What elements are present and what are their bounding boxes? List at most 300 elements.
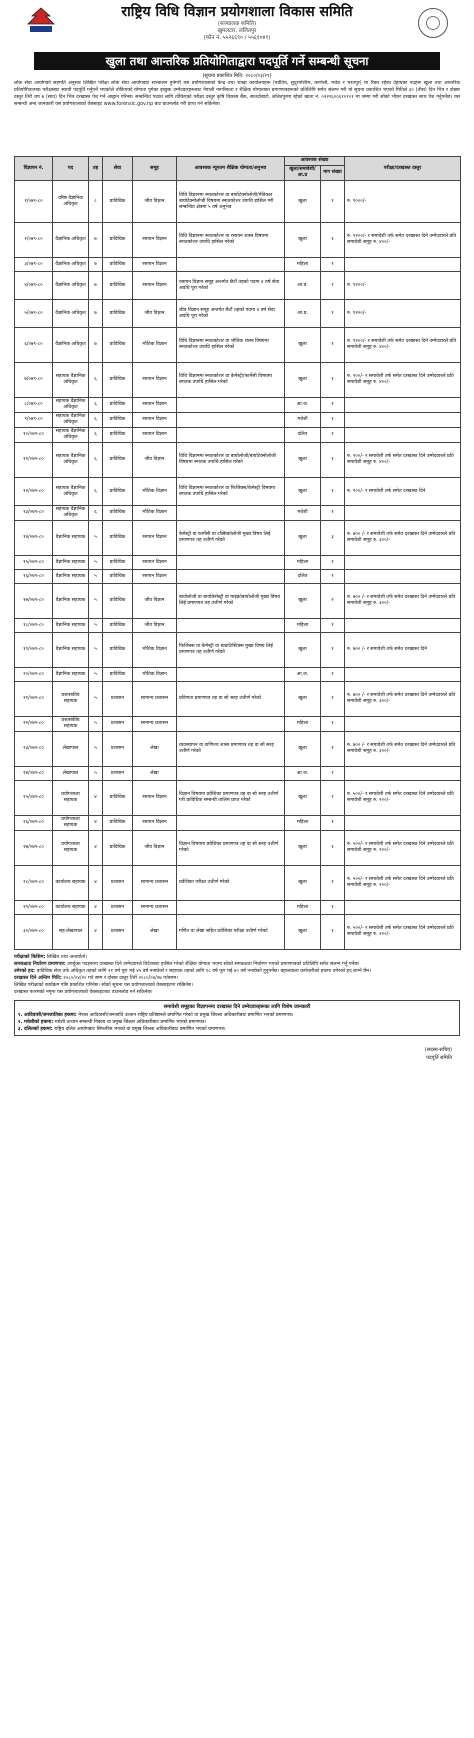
cell-service: प्राविधिक [103, 363, 133, 398]
col-header-service: सेवा [103, 157, 133, 181]
cell-level: ६ [89, 506, 103, 521]
table-row [15, 570, 461, 584]
nepal-emblem-icon [24, 6, 58, 36]
cell-post: सहायक वैज्ञानिक अधिकृत [53, 413, 89, 428]
cell-adno: ९/०७९-८० [15, 413, 53, 428]
col-header-required: आवश्यक संख्या [285, 157, 345, 166]
table-row [15, 915, 461, 950]
cell-type: खुला [285, 866, 321, 901]
cell-adno: १४/०७९-८० [15, 521, 53, 556]
inclusive-info-box [14, 1000, 460, 1036]
cell-service: प्राविधिक [103, 816, 133, 831]
cell-level: ५ [89, 584, 103, 619]
cell-qualification: विधि विज्ञानमा स्नातकोत्तर वा केमेस्ट्री/फार्मेसी विषयमा स्नातक उपाधि हासिल गरेको [177, 363, 285, 398]
cell-post: सहायक वैज्ञानिक अधिकृत [53, 478, 89, 506]
cell-count: १ [321, 682, 345, 717]
col-header-group: समूह [133, 157, 177, 181]
cell-count: १ [321, 398, 345, 413]
cell-qualification [177, 901, 285, 915]
cell-count: १ [321, 816, 345, 831]
col-header-count: माग संख्या [321, 166, 345, 181]
cell-level: ५ [89, 521, 103, 556]
cell-fee: रु. ७०० /- र समावेशी तर्फ समेत दरखास्त दिने उम्मेदवारले प्रति समावेशी समूह रु. ३००/- [345, 682, 461, 717]
cell-group: जीव विज्ञान [133, 181, 177, 223]
cell-adno: ८/०७९-८० [15, 398, 53, 413]
cell-group: जीव विज्ञान [133, 300, 177, 328]
cell-service: प्राविधिक [103, 300, 133, 328]
inclusive-item-janajati: १. आदिवासी/जनजातिका हकमा: नेपाल आदिवासी/जनजाति उत्थान राष्ट्रिय प्रतिष्ठानले प्रमाणित गरेको वा प्रमुख जिल्ला अधिकारीबाट प्रमाणित भएको प्रमाणपत्र। [18, 1013, 294, 1018]
cell-service: प्राविधिक [103, 584, 133, 619]
cell-service: प्रशासन [103, 682, 133, 717]
cell-fee: रु. ५००/- र समावेशी तर्फ समेत दरखास्त दिने उम्मेदवारले प्रति समावेशी समूह रु. २००/- [345, 915, 461, 950]
cell-service: प्राविधिक [103, 831, 133, 866]
cell-adno: २६/०७९-८० [15, 816, 53, 831]
cell-count: १ [321, 866, 345, 901]
cell-qualification: बायोलोजी वा बायोकेमेस्ट्री वा माइक्रोबायोलोजी मुख्य विषय लिई प्रमाणपत्र तह उत्तीर्ण गरेको [177, 584, 285, 619]
cell-group: भौतिक विज्ञान [133, 328, 177, 363]
cell-level: ४ [89, 901, 103, 915]
cell-group: सामान्य प्रशासन [133, 901, 177, 915]
cell-count: १ [321, 363, 345, 398]
table-row [15, 619, 461, 633]
table-row [15, 816, 461, 831]
vacancy-table [14, 156, 461, 950]
cell-level: ६ [89, 443, 103, 478]
cell-type: आ.ज. [285, 668, 321, 682]
cell-fee: रु. ५००/- र समावेशी तर्फ समेत दरखास्त दिने उम्मेदवारले प्रति समावेशी समूह रु. २००/- [345, 781, 461, 816]
cell-qualification: विज्ञान विषयमा प्रवेशिका प्रमाणपत्र तह वा सो सरह उत्तीर्ण गरी प्राविधिक सम्बन्धी तालिम प्राप्त गरेको [177, 781, 285, 816]
cell-type: खुला [285, 443, 321, 478]
cell-qualification: विधि विज्ञानमा स्नातकोत्तर वा बायोलोजी/बायोटेक्नोलोजी विषयमा स्नातक उपाधि हासिल गरेको [177, 443, 285, 478]
cell-group: भौतिक विज्ञान [133, 668, 177, 682]
cell-adno: २५/०७९-८० [15, 781, 53, 816]
cell-level: ७ [89, 328, 103, 363]
cell-level: ५ [89, 668, 103, 682]
cell-qualification [177, 506, 285, 521]
inclusive-item-dalit: ३. दलितको हकमा: राष्ट्रिय दलित आयोगबाट सिफारिस भएको वा प्रमुख जिल्ला अधिकारीबाट प्रमाणित भएको प्रमाणपत्र। [18, 1027, 226, 1032]
cell-adno: २७/०७९-८० [15, 831, 53, 866]
table-row [15, 556, 461, 570]
cell-post: सहायक वैज्ञानिक अधिकृत [53, 506, 89, 521]
cell-qualification: विधि विज्ञानमा स्नातकोत्तर वा रसायन शास्त्र विषयमा स्नातकोत्तर उपाधि हासिल गरेको [177, 223, 285, 258]
cell-post: वरिष्ठ वैज्ञानिक अधिकृत [53, 181, 89, 223]
cell-group: रसायन विज्ञान [133, 398, 177, 413]
cell-adno: २९/०७९-८० [15, 901, 53, 915]
note-form: दरखास्त फारमको नमूना यस प्रयोगशालाको वेबसाइटबाट डाउनलोड गर्न सकिनेछ। [14, 990, 153, 995]
cell-count: १ [321, 915, 345, 950]
cell-type: महिला [285, 556, 321, 570]
cell-qualification [177, 413, 285, 428]
table-row [15, 413, 461, 428]
cell-fee: रु. ५००/- र समावेशी तर्फ समेत दरखास्त दिने उम्मेदवारले प्रति समावेशी समूह रु. २००/- [345, 866, 461, 901]
cell-adno: २८/०७९-८० [15, 866, 53, 901]
table-row [15, 767, 461, 781]
note-equivalence: समकक्षता निर्धारण प्रमाणपत्र: उपर्युक्त पदहरूमा दरखास्त दिने उम्मेदवारले विदेशबाट हासिल गरेको शैक्षिक योग्यता भएमा सोको समकक्षता निर्धारण भएको प्रमाणपत्रको प्रतिलिपि समेत संलग्न गर्नु पर्नेछ। [14, 962, 360, 967]
cell-group: रसायन विज्ञान [133, 570, 177, 584]
cell-type: खुला [285, 781, 321, 816]
cell-type: खुला [285, 328, 321, 363]
cell-group: भौतिक विज्ञान [133, 506, 177, 521]
cell-service: प्रशासन [103, 717, 133, 732]
cell-service: प्राविधिक [103, 556, 133, 570]
cell-service: प्राविधिक [103, 272, 133, 300]
note-exam-type: परीक्षाको किसिम: लिखित तथा अन्तर्वार्ता। [14, 955, 88, 960]
cell-type: महिला [285, 619, 321, 633]
cell-group: लेखा [133, 767, 177, 781]
cell-post: सहायक वैज्ञानिक अधिकृत [53, 443, 89, 478]
cell-group: रसायन विज्ञान [133, 816, 177, 831]
note-deadline: दरखास्त दिने अन्तिम मिति: २०८०/०४/२० गते सम्म र दोब्बर दस्तुर तिरी २०८०/०४/२७ गतेसम्म। [14, 976, 179, 981]
cell-service: प्राविधिक [103, 328, 133, 363]
table-row [15, 258, 461, 272]
cell-fee: रु. ७०० /- र समावेशी तर्फ समेत दरखास्त दिने [345, 633, 461, 668]
cell-level: ७ [89, 223, 103, 258]
table-row [15, 506, 461, 521]
table-row [15, 668, 461, 682]
cell-service: प्रशासन [103, 866, 133, 901]
cell-adno: १५/०७९-८० [15, 556, 53, 570]
cell-service: प्रशासन [103, 767, 133, 781]
published-date: (सूचना प्रकाशित मिति: २०८०/०३/२१) [202, 73, 272, 79]
cell-level: ५ [89, 717, 103, 732]
cell-adno: ६/०७९-८० [15, 328, 53, 363]
cell-level: ६ [89, 428, 103, 443]
cell-adno: ३/०७९-८० [15, 258, 53, 272]
cell-service: प्रशासन [103, 732, 133, 767]
signature-block [14, 1046, 460, 1062]
cell-fee [345, 668, 461, 682]
cell-level: ४ [89, 915, 103, 950]
cell-group: लेखा [133, 915, 177, 950]
org-name: राष्ट्रिय विधि विज्ञान प्रयोगशाला विकास समिति [121, 4, 353, 20]
cell-type: मधेशी [285, 506, 321, 521]
sign-org: पदपूर्ति समिति [426, 1055, 452, 1061]
table-row [15, 428, 461, 443]
cell-qualification [177, 398, 285, 413]
cell-fee [345, 570, 461, 584]
cell-level: ४ [89, 866, 103, 901]
cell-fee: रु. ७०० /- र समावेशी तर्फ समेत दरखास्त दिने उम्मेदवारले प्रति समावेशी समूह रु. ३००/- [345, 732, 461, 767]
cell-count: १ [321, 223, 345, 258]
cell-group: रसायन विज्ञान [133, 781, 177, 816]
sign-title: (सदस्य-सचिव) [424, 1047, 452, 1053]
cell-count: १ [321, 328, 345, 363]
cell-type: खुला [285, 584, 321, 619]
cell-group: सामान्य प्रशासन [133, 866, 177, 901]
cell-qualification: विधि विज्ञानमा स्नातकोत्तर वा भौतिक शास्त्र विषयमा स्नातकोत्तर उपाधि हासिल गरेको [177, 328, 285, 363]
table-row [15, 443, 461, 478]
table-row [15, 732, 461, 767]
org-sub1: (सञ्चालक समिति) [217, 21, 257, 27]
cell-group: रसायन विज्ञान [133, 258, 177, 272]
note-exam-schedule: लिखित परीक्षाको कार्यक्रम पछि प्रकाशित गरिनेछ। सोको सूचना यस प्रयोगशालाको वेबसाइटमा राखिनेछ। [14, 983, 193, 988]
cell-qualification: प्रविणता प्रमाणपत्र तह वा सो सरह उत्तीर्ण गरेको [177, 682, 285, 717]
cell-post: प्रयोगशाला सहायक [53, 781, 89, 816]
cell-level: ५ [89, 556, 103, 570]
table-row [15, 633, 461, 668]
cell-group: जीव विज्ञान [133, 584, 177, 619]
cell-adno: २/०७९-८० [15, 223, 53, 258]
cell-type: खुला [285, 732, 321, 767]
cell-level: ५ [89, 633, 103, 668]
cell-qualification: गणित वा लेखा सहित प्रवेशिका परीक्षा उत्तीर्ण गरेको [177, 915, 285, 950]
col-header-fee: परीक्षा/दरखास्त दस्तुर [345, 157, 461, 181]
table-row [15, 478, 461, 506]
cell-qualification: फिजिक्स वा केमेस्ट्री वा स्ट्याटिस्टिक्स मुख्य विषय लिई प्रमाणपत्र तह उत्तीर्ण गरेको [177, 633, 285, 668]
cell-adno: १८/०७९-८० [15, 619, 53, 633]
cell-qualification: प्रवेशिका परीक्षा उत्तीर्ण गरेको [177, 866, 285, 901]
cell-fee [345, 413, 461, 428]
cell-fee: रु. ७०० /- र समावेशी तर्फ समेत दरखास्त दिने उम्मेदवारले प्रति समावेशी समूह रु. ३००/- [345, 521, 461, 556]
cell-type: महिला [285, 258, 321, 272]
cell-group: रसायन विज्ञान [133, 556, 177, 570]
cell-qualification [177, 619, 285, 633]
cell-type: खुला [285, 831, 321, 866]
cell-type: आ.ज. [285, 398, 321, 413]
table-row [15, 584, 461, 619]
cell-post: वैज्ञानिक सहायक [53, 570, 89, 584]
cell-post: वैज्ञानिक सहायक [53, 584, 89, 619]
cell-level: ४ [89, 816, 103, 831]
cell-level: ७ [89, 272, 103, 300]
cell-group: जीव विज्ञान [133, 831, 177, 866]
cell-service: प्रशासन [103, 915, 133, 950]
cell-level: ४ [89, 831, 103, 866]
cell-adno: ११/०७९-८० [15, 443, 53, 478]
cell-service: प्राविधिक [103, 506, 133, 521]
table-row [15, 781, 461, 816]
cell-type: आ.प्र. [285, 300, 321, 328]
cell-service: प्रशासन [103, 901, 133, 915]
cell-adno: १९/०७९-८० [15, 633, 53, 668]
cell-fee: रु. ७०० /- र समावेशी तर्फ समेत दरखास्त दिने उम्मेदवारले प्रति समावेशी समूह रु. ३००/- [345, 584, 461, 619]
cell-count: १ [321, 556, 345, 570]
table-row [15, 398, 461, 413]
cell-service: प्राविधिक [103, 619, 133, 633]
cell-level: ५ [89, 732, 103, 767]
col-header-post: पद [53, 157, 89, 181]
cell-level: ५ [89, 767, 103, 781]
cell-count: १ [321, 901, 345, 915]
cell-fee: रु. ९००/- र समावेशी तर्फ समेत दरखास्त दिने उम्मेदवारले प्रति समावेशी समूह रु. ४००/- [345, 363, 461, 398]
cell-post: सहायक वैज्ञानिक अधिकृत [53, 398, 89, 413]
table-row [15, 181, 461, 223]
cell-count: १ [321, 831, 345, 866]
cell-adno: १६/०७९-८० [15, 570, 53, 584]
cell-fee [345, 767, 461, 781]
cell-type: महिला [285, 816, 321, 831]
cell-count: १ [321, 668, 345, 682]
cell-post: वैज्ञानिक सहायक [53, 619, 89, 633]
cell-fee: रु. १२००/- [345, 300, 461, 328]
cell-type: आ.प्र. [285, 272, 321, 300]
cell-type: खुला [285, 633, 321, 668]
cell-adno: १०/०७९-८० [15, 428, 53, 443]
cell-adno: ३०/०७९-८० [15, 915, 53, 950]
cell-qualification [177, 668, 285, 682]
cell-qualification: रसायन विज्ञान समूह अन्तर्गत छैटौं तहको पदमा ४ वर्ष सेवा अवधि पूरा गरेको [177, 272, 285, 300]
cell-count: १ [321, 428, 345, 443]
seal-icon [418, 8, 448, 38]
cell-qualification [177, 428, 285, 443]
cell-qualification: विधि विज्ञानमा स्नातकोत्तर वा फिजिक्स/केमेस्ट्री विषयमा स्नातक उपाधि हासिल गरेको [177, 478, 285, 506]
table-row [15, 831, 461, 866]
table-row [15, 223, 461, 258]
cell-fee [345, 901, 461, 915]
cell-qualification [177, 556, 285, 570]
table-row [15, 717, 461, 732]
cell-fee: रु. १२००/- र समावेशी तर्फ समेत दरखास्त दिने उम्मेदवारले प्रति समावेशी समूह रु. ४००/- [345, 328, 461, 363]
cell-type: महिला [285, 717, 321, 732]
cell-count: १ [321, 443, 345, 478]
cell-post: सह-लेखापाल [53, 915, 89, 950]
cell-qualification: व्यवस्थापन वा वाणिज्य शास्त्र प्रमाणपत्र तह वा सो सरह उत्तीर्ण गरेको [177, 732, 285, 767]
cell-fee: रु. १०००/- [345, 181, 461, 223]
cell-fee [345, 258, 461, 272]
cell-qualification [177, 570, 285, 584]
inclusive-heading: समावेशी समूहका विज्ञापनमा दरखास्त दिने उम्मेदवारहरूका लागि विशेष जानकारी [163, 1004, 311, 1010]
cell-adno: ७/०७९-८० [15, 363, 53, 398]
col-header-adno: विज्ञापन नं. [15, 157, 53, 181]
cell-group: रसायन विज्ञान [133, 272, 177, 300]
cell-service: प्राविधिक [103, 443, 133, 478]
cell-service: प्राविधिक [103, 413, 133, 428]
cell-service: प्राविधिक [103, 223, 133, 258]
cell-adno: १३/०७९-८० [15, 506, 53, 521]
header [14, 4, 460, 50]
cell-service: प्राविधिक [103, 478, 133, 506]
cell-post: वैज्ञानिक सहायक [53, 521, 89, 556]
cell-count: १ [321, 767, 345, 781]
cell-count: ३ [321, 521, 345, 556]
cell-post: वैज्ञानिक अधिकृत [53, 223, 89, 258]
intro-paragraph: लोक सेवा आयोगको सहमति अनुसार लिखित परीक्षा लोक सेवा आयोगबाट सञ्चालन हुनेगरी यस प्रयोगशालाको केन्द्र तथा शाखा कार्यालयहरू (पर्वतिय, सुदुरपश्चिम, कर्णाली, मधेश र भरतपुर) मा रिक्त रहेका देहायका पदहरू खुला तथा आन्तरिक प्रतियोगितात्मक परीक्षाबाट स्थायी पदपूर्ति गर्नुपर्ने भएकोले तोकिएको योग्यता पुगेका इच्छुक उम्मेदवारहरूबाट नेपाली नागरिकता र शैक्षिक योग्यताका प्रमाणपत्रहरूको प्रतिलिपि समेत संलग्न गरी यो सूचना प्रकाशित भएको मितिले ३० (तीस) दिन भित्र र दोब्बर दस्तुर तिरी थप ७ (सात) दिन भित्र दरखास्त पेश गर्न आह्वान गरिन्छ। सम्बन्धित पदका लागि तोकिएको परीक्षा दस्तुर कृषि विकास बैंक, सातदोबाटो, ललितपुरमा रहेको खाता नं. ०२२१६००६१०१०१ मा जम्मा गरी सोको भौचर दरखास्त साथ पेश गर्नुपर्नेछ। यस सम्बन्धी अन्य जानकारी यस प्रयोगशालाको वेबसाइट www.forensic.gov.np बाट डाउनलोड गरी प्राप्त गर्न सकिनेछ। [14, 81, 460, 107]
cell-fee [345, 428, 461, 443]
cell-count: १ [321, 781, 345, 816]
cell-level: ५ [89, 619, 103, 633]
cell-count: १ [321, 478, 345, 506]
cell-adno: १/०७९-८० [15, 181, 53, 223]
cell-fee [345, 506, 461, 521]
cell-post: वैज्ञानिक अधिकृत [53, 300, 89, 328]
table-row [15, 328, 461, 363]
cell-post: कार्यालय सहायक [53, 901, 89, 915]
cell-level: ४ [89, 781, 103, 816]
cell-count: २ [321, 584, 345, 619]
cell-group: रसायन विज्ञान [133, 363, 177, 398]
cell-count: १ [321, 300, 345, 328]
cell-fee [345, 816, 461, 831]
cell-type: दलित [285, 428, 321, 443]
table-row [15, 300, 461, 328]
notes-section [14, 954, 460, 996]
cell-level: ५ [89, 682, 103, 717]
cell-qualification [177, 717, 285, 732]
cell-fee [345, 556, 461, 570]
cell-fee [345, 717, 461, 732]
cell-level: ५ [89, 570, 103, 584]
cell-group: रसायन विज्ञान [133, 413, 177, 428]
cell-group: रसायन विज्ञान [133, 223, 177, 258]
cell-group: जीव विज्ञान [133, 443, 177, 478]
cell-post: प्रयोगशाला सहायक [53, 831, 89, 866]
cell-qualification: केमेस्ट्री वा फार्मेसी वा टक्सिकोलोजी मुख्य विषय लिई प्रमाणपत्र तह उत्तीर्ण गरेको [177, 521, 285, 556]
table-row [15, 866, 461, 901]
table-row [15, 363, 461, 398]
cell-service: प्राविधिक [103, 668, 133, 682]
cell-level: ७ [89, 258, 103, 272]
cell-count: १ [321, 258, 345, 272]
cell-qualification [177, 816, 285, 831]
cell-group: लेखा [133, 732, 177, 767]
col-header-type: खुला/समावेशी/आ.प्र [285, 166, 321, 181]
cell-group: सामान्य प्रशासन [133, 717, 177, 732]
cell-count: १ [321, 570, 345, 584]
cell-level: ६ [89, 478, 103, 506]
table-row [15, 901, 461, 915]
cell-post: प्रयोगशाला सहायक [53, 816, 89, 831]
cell-group: जीव विज्ञान [133, 619, 177, 633]
cell-qualification [177, 258, 285, 272]
cell-type: खुला [285, 363, 321, 398]
cell-group: भौतिक विज्ञान [133, 478, 177, 506]
table-row [15, 272, 461, 300]
cell-service: प्राविधिक [103, 181, 133, 223]
cell-post: वैज्ञानिक सहायक [53, 556, 89, 570]
cell-post: वैज्ञानिक सहायक [53, 633, 89, 668]
cell-post: वैज्ञानिक सहायक [53, 668, 89, 682]
cell-post: लेखापाल [53, 767, 89, 781]
cell-post: प्रशासकीय सहायक [53, 682, 89, 717]
cell-service: प्राविधिक [103, 633, 133, 668]
cell-service: प्राविधिक [103, 781, 133, 816]
cell-type: खुला [285, 478, 321, 506]
cell-service: प्राविधिक [103, 570, 133, 584]
cell-count: १ [321, 272, 345, 300]
cell-post: सहायक वैज्ञानिक अधिकृत [53, 428, 89, 443]
cell-level: ६ [89, 398, 103, 413]
col-header-level: तह [89, 157, 103, 181]
cell-group: भौतिक विज्ञान [133, 633, 177, 668]
cell-post: वैज्ञानिक अधिकृत [53, 272, 89, 300]
cell-adno: ५/०७९-८० [15, 300, 53, 328]
cell-type: मधेशी [285, 413, 321, 428]
phone: (फोन नं. ५५२६६९० / ५५६१०४९) [203, 35, 271, 41]
cell-type: खुला [285, 682, 321, 717]
cell-fee: रु. १२००/- [345, 272, 461, 300]
cell-post: प्रशासकीय सहायक [53, 717, 89, 732]
cell-count: १ [321, 619, 345, 633]
cell-fee: रु. ९००/- र समावेशी तर्फ समेत दरखास्त दिने [345, 478, 461, 506]
cell-type: खुला [285, 181, 321, 223]
cell-qualification: जीव विज्ञान समूह अन्तर्गत छैटौं तहको पदमा ४ वर्ष सेवा अवधि पूरा गरेको [177, 300, 285, 328]
org-sub2: खुमलटार, ललितपुर [217, 28, 257, 34]
cell-count: १ [321, 717, 345, 732]
cell-level: ६ [89, 363, 103, 398]
cell-adno: २१/०७९-८० [15, 682, 53, 717]
cell-level: ८ [89, 181, 103, 223]
cell-count: १ [321, 633, 345, 668]
cell-count: १ [321, 181, 345, 223]
note-age-limit: उमेरको हद: प्राविधिक सेवा तर्फ अधिकृत तहको लागि २१ वर्ष पूरा भई ४५ वर्ष ननाघेको र सहायक तहको लागि १८ वर्ष पूरा भई ४० वर्ष ननाघेको हुनुपर्नेछ। बहालवाला कर्मचारीको हकमा उमेरको हद लाग्ने छैन। [14, 969, 372, 974]
cell-count: १ [321, 413, 345, 428]
inclusive-item-madhesi: २. मधेशीको हकमा: मधेशी उत्थान सम्बन्धी निकाय वा प्रमुख जिल्ला अधिकारीबाट प्रमाणित भएको प्रमाणपत्र। [18, 1020, 207, 1025]
cell-type: खुला [285, 521, 321, 556]
table-row [15, 521, 461, 556]
cell-type: महिला [285, 901, 321, 915]
cell-adno: २०/०७९-८० [15, 668, 53, 682]
cell-group: सामान्य प्रशासन [133, 682, 177, 717]
